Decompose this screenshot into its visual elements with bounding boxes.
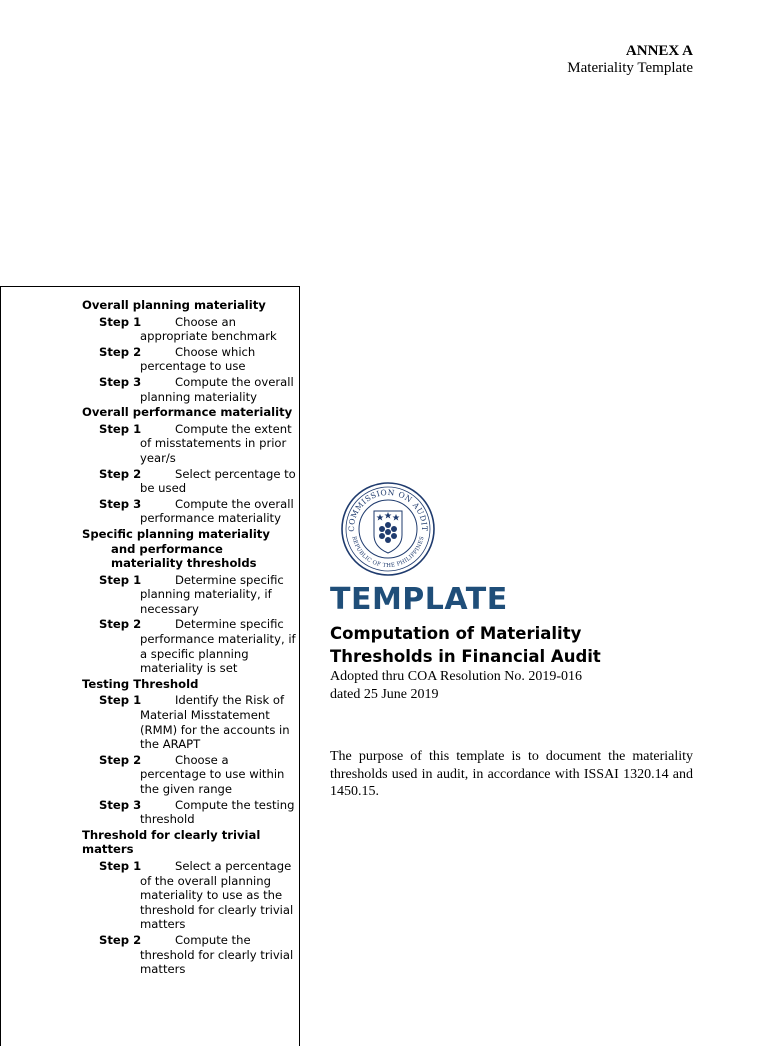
outline-section-heading-text: Threshold for clearly trivial matters [82, 827, 261, 857]
outline-step-label: Step 1 [99, 314, 142, 329]
seal-stars [377, 512, 400, 521]
outline-step-text: Choose which percentage to use [140, 344, 256, 374]
outline-step-text: Identify the Risk of Material Misstatement (RMM) for the accounts in the ARAPT [140, 693, 290, 752]
seal-top-text: COMMISSION ON AUDIT [346, 487, 430, 532]
outline-step [82, 345, 296, 374]
outline-step-text: Compute the extent of misstatements in prior year/s [140, 421, 292, 465]
commission-on-audit-seal [340, 481, 436, 577]
outline-step-label: Step 2 [99, 344, 142, 359]
outline-step-text: Select percentage to be used [140, 466, 296, 496]
template-heading: TEMPLATE [330, 582, 508, 617]
template-subtitle: Computation of Materiality Thresholds in Financial Audit [330, 624, 601, 666]
outline-section-heading-text: Overall performance materiality [82, 405, 293, 420]
outline-step-text: Compute the overall performance materiality [140, 496, 294, 526]
outline-step-text: Compute the threshold for clearly trivial matters [140, 932, 294, 977]
outline-step-text: Determine specific performance materiality, if a specific planning materiality is set [140, 617, 296, 676]
outline-step-text: Compute the overall planning materiality [140, 374, 294, 404]
outline-step-label: Step 1 [99, 572, 142, 587]
outline-section-heading-cont: and performance materiality thresholds [111, 541, 257, 571]
outline-step [82, 798, 296, 827]
outline-step-label: Step 2 [99, 752, 142, 767]
annex-header [567, 43, 693, 77]
outline-step [82, 617, 296, 675]
outline-step-label: Step 2 [99, 617, 142, 632]
seal-dot-cluster [379, 522, 397, 543]
outline-section-heading [82, 298, 296, 313]
outline-step [82, 315, 296, 344]
seal-bottom-text: REPUBLIC OF THE PHILIPPINES [350, 535, 426, 570]
outline-step [82, 933, 296, 977]
outline-step-label: Step 1 [99, 421, 142, 436]
outline-section [82, 677, 296, 827]
outline-section [82, 828, 296, 977]
adoption-note [330, 668, 690, 704]
outline-content [82, 298, 296, 988]
outline-step-label: Step 2 [99, 932, 142, 947]
purpose-paragraph: The purpose of this template is to document the materiality thresholds used in audit, in accordance with ISSAI 1320.14 and 1450.15. [330, 749, 693, 799]
outline-step [82, 467, 296, 496]
outline-step-label: Step 3 [99, 374, 142, 389]
outline-step-text: Choose an appropriate benchmark [140, 314, 277, 344]
outline-step [82, 375, 296, 404]
outline-section-heading [82, 828, 296, 857]
outline-step-text: Choose a percentage to use within the given range [140, 752, 285, 796]
outline-section-heading-text: Testing Threshold [82, 676, 199, 691]
outline-step [82, 573, 296, 617]
outline-step-label: Step 2 [99, 466, 142, 481]
annex-title: ANNEX A [625, 43, 693, 59]
outline-step-text: Select a percentage of the overall planning materiality to use as the threshold for clearly trivial matters [140, 858, 294, 932]
adoption-line-2: dated 25 June 2019 [330, 687, 439, 702]
outline-section-heading-text: Overall planning materiality [82, 298, 266, 312]
outline-step-label: Step 3 [99, 797, 142, 812]
outline-step [82, 497, 296, 526]
outline-section-heading [82, 405, 296, 420]
outline-section-heading [82, 677, 296, 692]
outline-step-text: Compute the testing threshold [140, 797, 295, 827]
annex-subtitle: Materiality Template [567, 60, 693, 76]
outline-step-label: Step 3 [99, 496, 142, 511]
outline-section-heading-text: Specific planning materiality [82, 526, 270, 541]
outline-section [82, 298, 296, 404]
outline-section-heading [82, 527, 296, 571]
outline-step [82, 422, 296, 466]
outline-step [82, 859, 296, 932]
outline-step-text: Determine specific planning materiality, if necessary [140, 572, 284, 616]
outline-step [82, 753, 296, 797]
adoption-line-1: Adopted thru COA Resolution No. 2019-016 [330, 669, 582, 684]
outline-step-label: Step 1 [99, 693, 142, 708]
outline-step-label: Step 1 [99, 858, 142, 873]
outline-section [82, 527, 296, 676]
outline-section [82, 405, 296, 526]
outline-step [82, 693, 296, 751]
outline-panel [0, 286, 300, 1046]
